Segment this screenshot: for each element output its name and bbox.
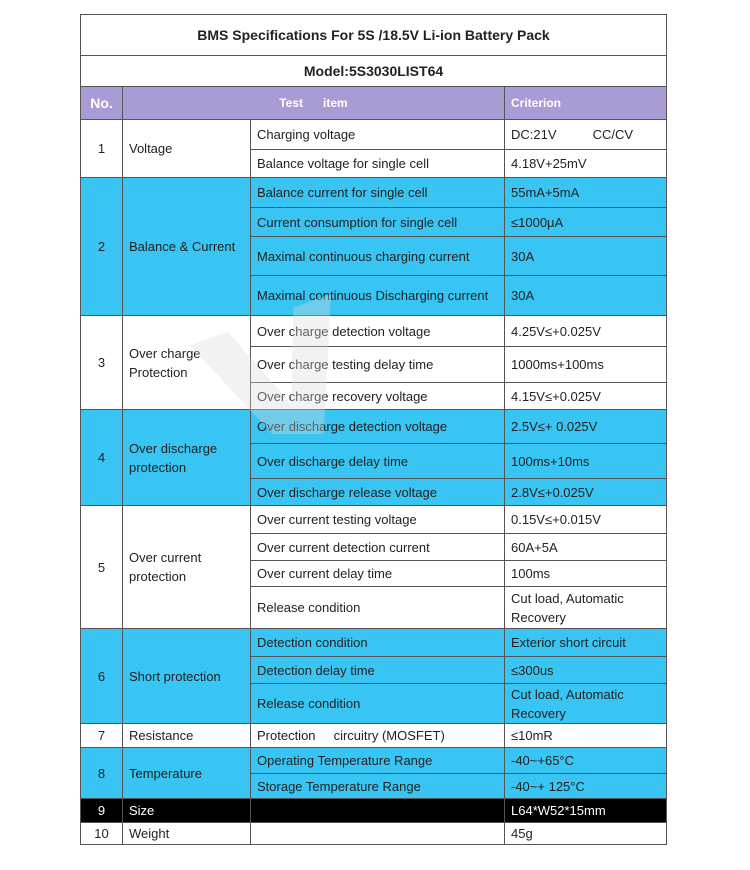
table-row	[81, 748, 667, 774]
criterion-value: 55mA+5mA	[505, 178, 667, 208]
table-row	[81, 506, 667, 534]
table-row	[81, 799, 667, 823]
row-number: 3	[81, 316, 123, 410]
test-item-detail: Over current delay time	[251, 561, 505, 587]
criterion-value: 4.15V≤+0.025V	[505, 383, 667, 410]
row-number: 8	[81, 748, 123, 799]
criterion-value: 0.15V≤+0.015V	[505, 506, 667, 534]
test-item-detail: Over discharge delay time	[251, 444, 505, 479]
table-row	[81, 410, 667, 444]
test-item-category: Resistance	[123, 724, 251, 748]
test-item-detail: Release condition	[251, 684, 505, 724]
criterion-value: 2.5V≤+ 0.025V	[505, 410, 667, 444]
test-item-detail	[251, 823, 505, 845]
test-item-detail: Over discharge release voltage	[251, 479, 505, 506]
header-no: No.	[81, 87, 123, 120]
test-item-category: Short protection	[123, 629, 251, 724]
criterion-value: 1000ms+100ms	[505, 347, 667, 383]
test-item-detail: Current consumption for single cell	[251, 208, 505, 237]
test-item-detail	[251, 799, 505, 823]
test-item-category: Temperature	[123, 748, 251, 799]
table-header	[81, 87, 667, 120]
test-item-detail: Operating Temperature Range	[251, 748, 505, 774]
table-row	[81, 120, 667, 150]
model-number: Model:5S3030LIST64	[81, 56, 667, 87]
test-item-category: Over current protection	[123, 506, 251, 629]
criterion-value: 4.25V≤+0.025V	[505, 316, 667, 347]
test-item-detail: Balance current for single cell	[251, 178, 505, 208]
criterion-value: 60A+5A	[505, 534, 667, 561]
criterion-value: Cut load, Automatic Recovery	[505, 587, 667, 629]
test-item-detail: Balance voltage for single cell	[251, 150, 505, 178]
test-item-category: Balance & Current	[123, 178, 251, 316]
header-test-item: Test item	[123, 87, 505, 120]
table-row	[81, 178, 667, 208]
criterion-value: ≤1000μA	[505, 208, 667, 237]
test-item-detail: Protection circuitry (MOSFET)	[251, 724, 505, 748]
table-row	[81, 629, 667, 657]
criterion-value: DC:21V CC/CV	[505, 120, 667, 150]
criterion-value: Cut load, Automatic Recovery	[505, 684, 667, 724]
criterion-value: 2.8V≤+0.025V	[505, 479, 667, 506]
test-item-detail: Over charge testing delay time	[251, 347, 505, 383]
test-item-detail: Release condition	[251, 587, 505, 629]
row-number: 10	[81, 823, 123, 845]
criterion-value: 30A	[505, 237, 667, 276]
criterion-value: L64*W52*15mm	[505, 799, 667, 823]
test-item-detail: Detection condition	[251, 629, 505, 657]
test-item-category: Size	[123, 799, 251, 823]
spec-sheet	[80, 14, 666, 845]
criterion-value: 100ms+10ms	[505, 444, 667, 479]
criterion-value: 4.18V+25mV	[505, 150, 667, 178]
test-item-detail: Over discharge detection voltage	[251, 410, 505, 444]
row-number: 1	[81, 120, 123, 178]
criterion-value: -40~+65°C	[505, 748, 667, 774]
test-item-detail: Over charge detection voltage	[251, 316, 505, 347]
criterion-value: 100ms	[505, 561, 667, 587]
test-item-detail: Detection delay time	[251, 657, 505, 684]
test-item-detail: Maximal continuous Discharging current	[251, 276, 505, 316]
row-number: 4	[81, 410, 123, 506]
criterion-value: ≤10mR	[505, 724, 667, 748]
test-item-detail: Maximal continuous charging current	[251, 237, 505, 276]
test-item-detail: Over charge recovery voltage	[251, 383, 505, 410]
row-number: 2	[81, 178, 123, 316]
test-item-detail: Over current testing voltage	[251, 506, 505, 534]
criterion-value: 30A	[505, 276, 667, 316]
test-item-detail: Over current detection current	[251, 534, 505, 561]
table-row	[81, 823, 667, 845]
test-item-category: Weight	[123, 823, 251, 845]
test-item-detail: Charging voltage	[251, 120, 505, 150]
criterion-value: -40~+ 125°C	[505, 774, 667, 799]
criterion-value: 45g	[505, 823, 667, 845]
table-row	[81, 316, 667, 347]
criterion-value: Exterior short circuit	[505, 629, 667, 657]
criterion-value: ≤300us	[505, 657, 667, 684]
test-item-detail: Storage Temperature Range	[251, 774, 505, 799]
row-number: 7	[81, 724, 123, 748]
spec-table	[80, 14, 667, 845]
document-title: BMS Specifications For 5S /18.5V Li-ion Battery Pack	[81, 15, 667, 56]
test-item-category: Voltage	[123, 120, 251, 178]
table-row	[81, 724, 667, 748]
header-criterion: Criterion	[505, 87, 667, 120]
row-number: 9	[81, 799, 123, 823]
test-item-category: Over charge Protection	[123, 316, 251, 410]
test-item-category: Over discharge protection	[123, 410, 251, 506]
row-number: 5	[81, 506, 123, 629]
row-number: 6	[81, 629, 123, 724]
